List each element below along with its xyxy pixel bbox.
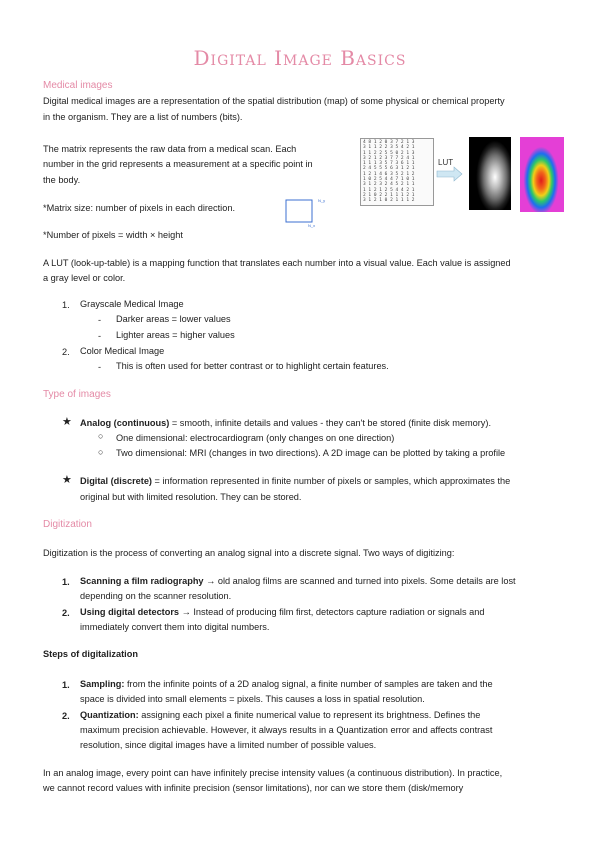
color-scan-image <box>520 137 564 212</box>
circle-bullet-icon: ○ <box>98 431 104 441</box>
grid-row: 1 0 2 5 4 4 7 1 0 1 <box>363 177 415 183</box>
lut-arrow <box>434 155 466 185</box>
section-heading-digitization: Digitization <box>43 519 92 530</box>
matrix-line-3: the body. <box>43 175 81 185</box>
lut-label: LUT <box>438 158 454 167</box>
item-text: → old analog films are scanned and turned into pixels. Some details are lost <box>203 576 516 586</box>
analog-text: = smooth, infinite details and values - they can't be stored (finite disk memory). <box>169 418 491 428</box>
list-subitem: Lighter areas = higher values <box>116 330 235 340</box>
digital-definition <box>80 473 558 489</box>
step-text: assigning each pixel a finite numerical value to represent its brightness. Defines the <box>138 710 481 720</box>
bullet-dash: - <box>98 331 102 341</box>
star-bullet-icon: ★ <box>62 416 72 428</box>
digital-term: Digital (discrete) <box>80 476 152 486</box>
num-pixels-note: *Number of pixels = width × height <box>43 230 183 240</box>
analog-sub-2: Two dimensional: MRI (changes in two directions). A 2D image can be plotted by taking a profile <box>116 448 506 458</box>
lut-line-1: A LUT (look-up-table) is a mapping function that translates each number into a visual value. Each value is assigned <box>43 258 511 268</box>
grid-row: 1 1 2 2 5 5 0 2 1 3 <box>363 150 415 156</box>
grid-row: 1 1 2 1 2 5 4 4 2 1 <box>363 187 415 193</box>
page-title: Digital Image Basics <box>193 46 407 70</box>
step-bold: Quantization: <box>80 710 139 720</box>
list-subitem: Darker areas = lower values <box>116 314 231 324</box>
bullet-dash: - <box>98 362 102 372</box>
grid-row: 2 4 5 5 5 6 3 1 2 1 <box>363 166 415 172</box>
digitization-item-2-line-2: immediately convert them into digital numbers. <box>80 622 270 632</box>
steps-heading: Steps of digitalization <box>43 649 138 659</box>
digitization-item-2 <box>80 604 558 620</box>
digitization-item-1-line-2: depending on the scanner resolution. <box>80 591 232 601</box>
grid-row: 3 1 1 2 2 3 5 4 2 1 <box>363 145 415 151</box>
step-text: from the infinite points of a 2D analog signal, a finite number of samples are taken and the <box>124 679 493 689</box>
digitization-num-1: 1. <box>62 577 70 587</box>
list-subitem: This is often used for better contrast or to highlight certain features. <box>116 361 389 371</box>
step-sampling <box>80 676 558 692</box>
section-heading-types: Type of images <box>43 389 111 400</box>
axis-label-ny: N_y <box>318 198 326 203</box>
list-item-color: Color Medical Image <box>80 346 165 356</box>
analog-paragraph-line-2: we cannot record values with infinite precision (sensor limitations), nor can we store them (disk/memory <box>43 783 464 793</box>
grid-row: 3 1 2 3 2 4 5 2 1 1 <box>363 182 415 188</box>
intro-line-2: in the organism. They are a list of numbers (bits). <box>43 112 243 122</box>
digitization-num-2: 2. <box>62 608 70 618</box>
grid-row: 3 2 1 2 3 7 7 2 4 1 <box>363 155 415 161</box>
list-item-grayscale: Grayscale Medical Image <box>80 299 184 309</box>
step-bold: Sampling: <box>80 679 125 689</box>
item-text: → Instead of producing film first, detectors capture radiation or signals and <box>179 607 485 617</box>
step-quantization-line-3: resolution, since digital images have a limited number of possible values. <box>80 740 377 750</box>
item-bold: Using digital detectors <box>80 607 180 617</box>
grid-row: 1 2 1 4 6 3 5 2 1 2 <box>363 171 415 177</box>
grid-row: 2 1 0 2 2 1 1 1 2 1 <box>363 192 415 198</box>
matrix-square-figure <box>278 190 338 230</box>
bullet-dash: - <box>98 315 102 325</box>
star-bullet-icon: ★ <box>62 474 72 486</box>
analog-sub-1: One dimensional: electrocardiogram (only changes on one direction) <box>116 433 395 443</box>
matrix-line-2: number in the grid represents a measurement at a specific point in <box>43 159 313 169</box>
step-quantization <box>80 707 558 723</box>
step-num-2: 2. <box>62 711 70 721</box>
item-bold: Scanning a film radiography <box>80 576 204 586</box>
list-num-1: 1. <box>62 300 70 310</box>
lut-line-2: a gray level or color. <box>43 273 126 283</box>
digital-definition-line-2: original but with limited resolution. They can be stored. <box>80 492 302 502</box>
digitization-intro: Digitization is the process of converting an analog signal into a discrete signal. Two ways of digitizing: <box>43 548 455 558</box>
grayscale-scan-image <box>469 137 511 210</box>
section-heading-medical-images: Medical images <box>43 80 113 91</box>
list-num-2: 2. <box>62 347 70 357</box>
analog-paragraph-line-1: In an analog image, every point can have infinitely precise intensity values (a continuous distribution). In practice, <box>43 768 503 778</box>
step-num-1: 1. <box>62 680 70 690</box>
digital-text: = information represented in finite number of pixels or samples, which approximates the <box>151 476 511 486</box>
grid-row: 3 1 2 1 0 2 1 1 1 2 <box>363 198 415 204</box>
pixel-value-grid <box>360 138 434 206</box>
step-sampling-line-2: space is divided into small elements = pixels. This causes a loss in spatial resolution. <box>80 694 425 704</box>
analog-term: Analog (continuous) <box>80 418 170 428</box>
matrix-line-1: The matrix represents the raw data from a medical scan. Each <box>43 144 297 154</box>
circle-bullet-icon: ○ <box>98 447 104 457</box>
step-quantization-line-2: maximum precision achievable. However, it always results in a Quantization error and affects contrast <box>80 725 493 735</box>
grid-row: 1 1 1 3 5 7 3 6 1 1 <box>363 161 415 167</box>
analog-definition <box>80 415 560 431</box>
digitization-item-1 <box>80 573 558 589</box>
matrix-size-note: *Matrix size: number of pixels in each direction. <box>43 203 235 213</box>
grid-row: 4 8 1 2 0 3 7 2 1 3 <box>363 140 415 145</box>
axis-label-nx: N_x <box>308 223 316 228</box>
intro-line-1: Digital medical images are a representation of the spatial distribution (map) of some physical or chemical property <box>43 96 505 106</box>
